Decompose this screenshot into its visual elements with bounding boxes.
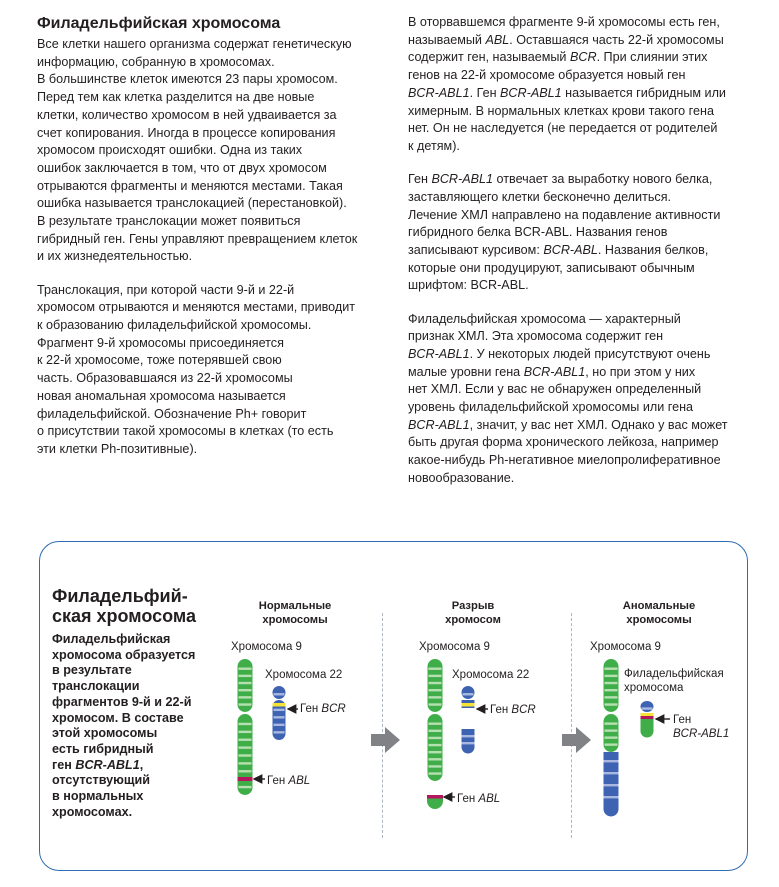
gene-name: BCR-ABL1 [673,728,730,740]
chromosome-band [605,736,618,738]
chromosome-band [429,682,442,684]
text-line: Фрагмент 9-й хромосомы присоединяется [37,335,284,350]
chr22-label: Хромосома 22 [265,669,343,681]
chromosome-band [429,668,442,670]
text-line: хромосомах. [52,804,133,819]
chromosome-band [429,751,442,753]
chromosome-band [429,703,442,705]
text-line: хромосом происходят ошибки. Одна из таких [37,143,303,158]
text-line: Филадельфийская хромосома — характерный [408,311,681,326]
text-line: называемый ABL. Оставшаяся часть 22-й хромосомы [408,32,724,47]
transition-arrow-icon [371,727,400,753]
text-line: генов на 22-й хромосоме образуется новый ген [408,68,686,83]
bcr-gene-band [273,703,286,707]
chromosome-band [605,743,618,745]
chr22-p-arm [273,686,286,699]
text-line: новообразование. [408,470,515,485]
chr22-label: Хромосома 22 [452,669,530,681]
gene-prefix: Ген [267,775,289,787]
chromosome-band [429,772,442,774]
chr9-label: Хромосома 9 [590,641,661,653]
chromosome-band [239,682,252,684]
chromosome-band [605,675,618,677]
text-line: в результате [52,663,132,678]
label-line: хромосома [624,682,684,694]
text-line: В результате транслокации может появиться [37,214,301,229]
chromosome-band [604,772,619,774]
chromosome-band [239,731,252,733]
text-line: уровень филадельфийской хромосомы или гена [408,400,694,415]
chromosome-band [605,729,618,731]
heading-line: Разрыв [451,600,495,612]
chromosome-band [605,682,618,684]
text-line: Лечение ХМЛ направлено на подавление активности [408,207,721,222]
chromosome-band [429,689,442,691]
gene-name: BCR [321,703,346,715]
abl-gene-band [238,777,253,781]
text-line: Все клетки нашего организма содержат генетическую [37,37,352,51]
chromosome-band [429,737,442,739]
gene-name: ABL [288,775,311,787]
abl-gene-band [641,716,654,719]
chromosome-band [239,770,252,772]
chr22-p-arm [462,686,475,699]
text-line: часть. Образовавшаяся из 22-й хромосомы [37,371,293,386]
chromosome-band [239,703,252,705]
heading-line: Аномальные [622,600,696,612]
text-line: гибридного белка BCR-ABL. Названия генов [408,225,668,240]
text-line: быть другая форма хронического лейкоза, например [408,435,719,450]
text-line: нет ХМЛ. Если у вас не обнаружен определенный [408,382,702,397]
text-line: содержит ген, называемый BCR. При слиянии этих [408,50,708,65]
text-line: фрагментов 9-й и 22-й [52,694,192,709]
chromosome-band [274,716,285,718]
chromosome-band [274,724,285,726]
chromosome-band [274,731,285,733]
text-line: Транслокация, при которой части 9-й и 22-й [37,282,295,297]
chromosome-band [239,675,252,677]
philadelphia-p-arm [641,701,654,712]
chromosome-band [429,675,442,677]
text-line: Перед тем как клетка разделится на две новые [37,90,315,105]
chromosome-band [274,709,285,711]
article-title: Филадельфийская хромосома [37,15,281,32]
text-line: записывают курсивом: BCR-ABL. Названия белков, [408,242,709,257]
text-line: хромосом отрываются и меняются местами, приводит [37,300,356,315]
gene-name: ABL [478,793,501,805]
text-line: к образованию филадельфийской хромосомы. [37,318,312,333]
chromosome-band [429,722,442,724]
gene-prefix: Ген [300,703,322,715]
chromosome-band [605,703,618,705]
text-line: о присутствии такой хромосомы в клетках (то есть [37,424,334,439]
chromosome-band [429,744,442,746]
chromosome-band [274,693,285,695]
chromosome-band [239,696,252,698]
text-line: новая аномальная хромосома называется [37,388,286,403]
panel-title-line: Филадельфий- [52,586,188,606]
text-line: В большинстве клеток имеются 23 пары хромосом. [37,72,338,87]
chromosome-band [462,742,475,744]
chromosome-band [239,746,252,748]
text-line: В оторвавшемся фрагменте 9-й хромосомы есть ген, [408,15,720,29]
text-line: информацию, собранную в хромосомах. [37,54,275,69]
text-line: заставляющего клетки бесконечно делиться. [408,189,672,204]
text-line: отрываются фрагменты и меняются местами. Такая [37,178,343,193]
text-line: и их жизнедеятельностью. [37,249,193,264]
text-line: в нормальных [52,789,144,804]
chromosome-band [429,730,442,732]
text-line: малые уровни гена BCR-ABL1, но при этом у них [408,364,696,379]
chromosome-band [429,758,442,760]
text-line: химерным. В нормальных клетках крови такого гена [408,103,714,118]
chromosome-band [429,765,442,767]
heading-line: хромосомы [262,613,328,626]
text-line: этой хромосомы [52,726,158,741]
abl-gene-band [427,795,443,799]
heading-line: хромосомы [626,613,692,626]
text-line: к 22-й хромосоме, тоже потерявшей свою [37,353,282,368]
text-line: Ген BCR-ABL1 отвечает за выработку нового белка, [408,172,713,187]
text-line: хромосом. В составе [52,710,184,725]
chromosome-band [239,689,252,691]
text-line: есть гибридный [52,741,154,756]
panel-title-line: ская хромосома [52,606,196,626]
text-line: ген BCR-ABL1, [52,757,144,772]
gene-prefix: Ген [673,714,692,726]
chromosome-band [429,696,442,698]
text-line: Филадельфийская [52,632,171,646]
chr9-label: Хромосома 9 [419,641,490,653]
gene-prefix: Ген [457,793,479,805]
text-line: признак ХМЛ. Эта хромосома содержит ген [408,329,664,344]
chromosome-band [604,760,619,762]
text-line: нет. Он не наследуется (не передается от родителей [408,121,718,136]
chromosome-band [605,696,618,698]
text-line: которые они продуцируют, записывают обычным [408,260,695,275]
text-line: отсутствующий [52,773,151,788]
text-line: какое-нибудь Ph-негативное миелопролиферативное [408,453,721,468]
chr22-fragment [462,729,475,754]
text-line: BCR-ABL1. Ген BCR-ABL1 называется гибридным или [408,85,726,100]
chromosome-band [239,668,252,670]
chromosome-band [463,693,474,695]
chromosome-band [605,668,618,670]
transition-arrow-icon [562,727,591,753]
text-line: счет копирования. Иногда в процессе копирования [37,125,336,140]
chromosome-band [605,689,618,691]
bcr-gene-band [641,713,654,716]
chromosome-band [239,723,252,725]
text-line: транслокации [52,679,140,694]
chr9-label: Хромосома 9 [231,641,302,653]
text-line: гибридный ген. Гены управляют превращением клеток [37,231,358,246]
text-line: BCR-ABL1. У некоторых людей присутствуют очень [408,346,711,361]
chromosome-band [604,784,619,786]
chromosome-band [642,707,653,709]
chr9-q-arm [604,714,619,752]
text-line: ошибка называется транслокацией (перестановкой). [37,196,347,211]
chromosome-band [239,762,252,764]
text-line: филадельфийской. Обозначение Ph+ говорит [37,406,307,421]
chromosome-band [462,735,475,737]
chromosome-band [605,722,618,724]
heading-line: хромосом [445,613,501,626]
text-line: к детям). [408,138,460,153]
text-line: ошибок заключается в том, что от двух хромосом [37,160,327,175]
chromosome-band [604,796,619,798]
text-line: эти клетки Ph-позитивные). [37,441,198,456]
text-line: шрифтом: BCR-ABL. [408,278,529,293]
chromosome-band [239,739,252,741]
gene-name: BCR [511,704,536,716]
gene-prefix: Ген [490,704,512,716]
heading-line: Нормальные [258,600,332,612]
label-line: Филадельфийская [624,668,724,680]
bcr-gene-band [462,703,475,707]
chromosome-band [239,754,252,756]
chromosome-band [239,786,252,788]
text-line: клетки, количество хромосом в ней удваивается за [37,107,337,122]
text-line: хромосома образуется [52,647,196,662]
text-line: BCR-ABL1, значит, у вас нет ХМЛ. Однако у вас может [408,417,728,432]
